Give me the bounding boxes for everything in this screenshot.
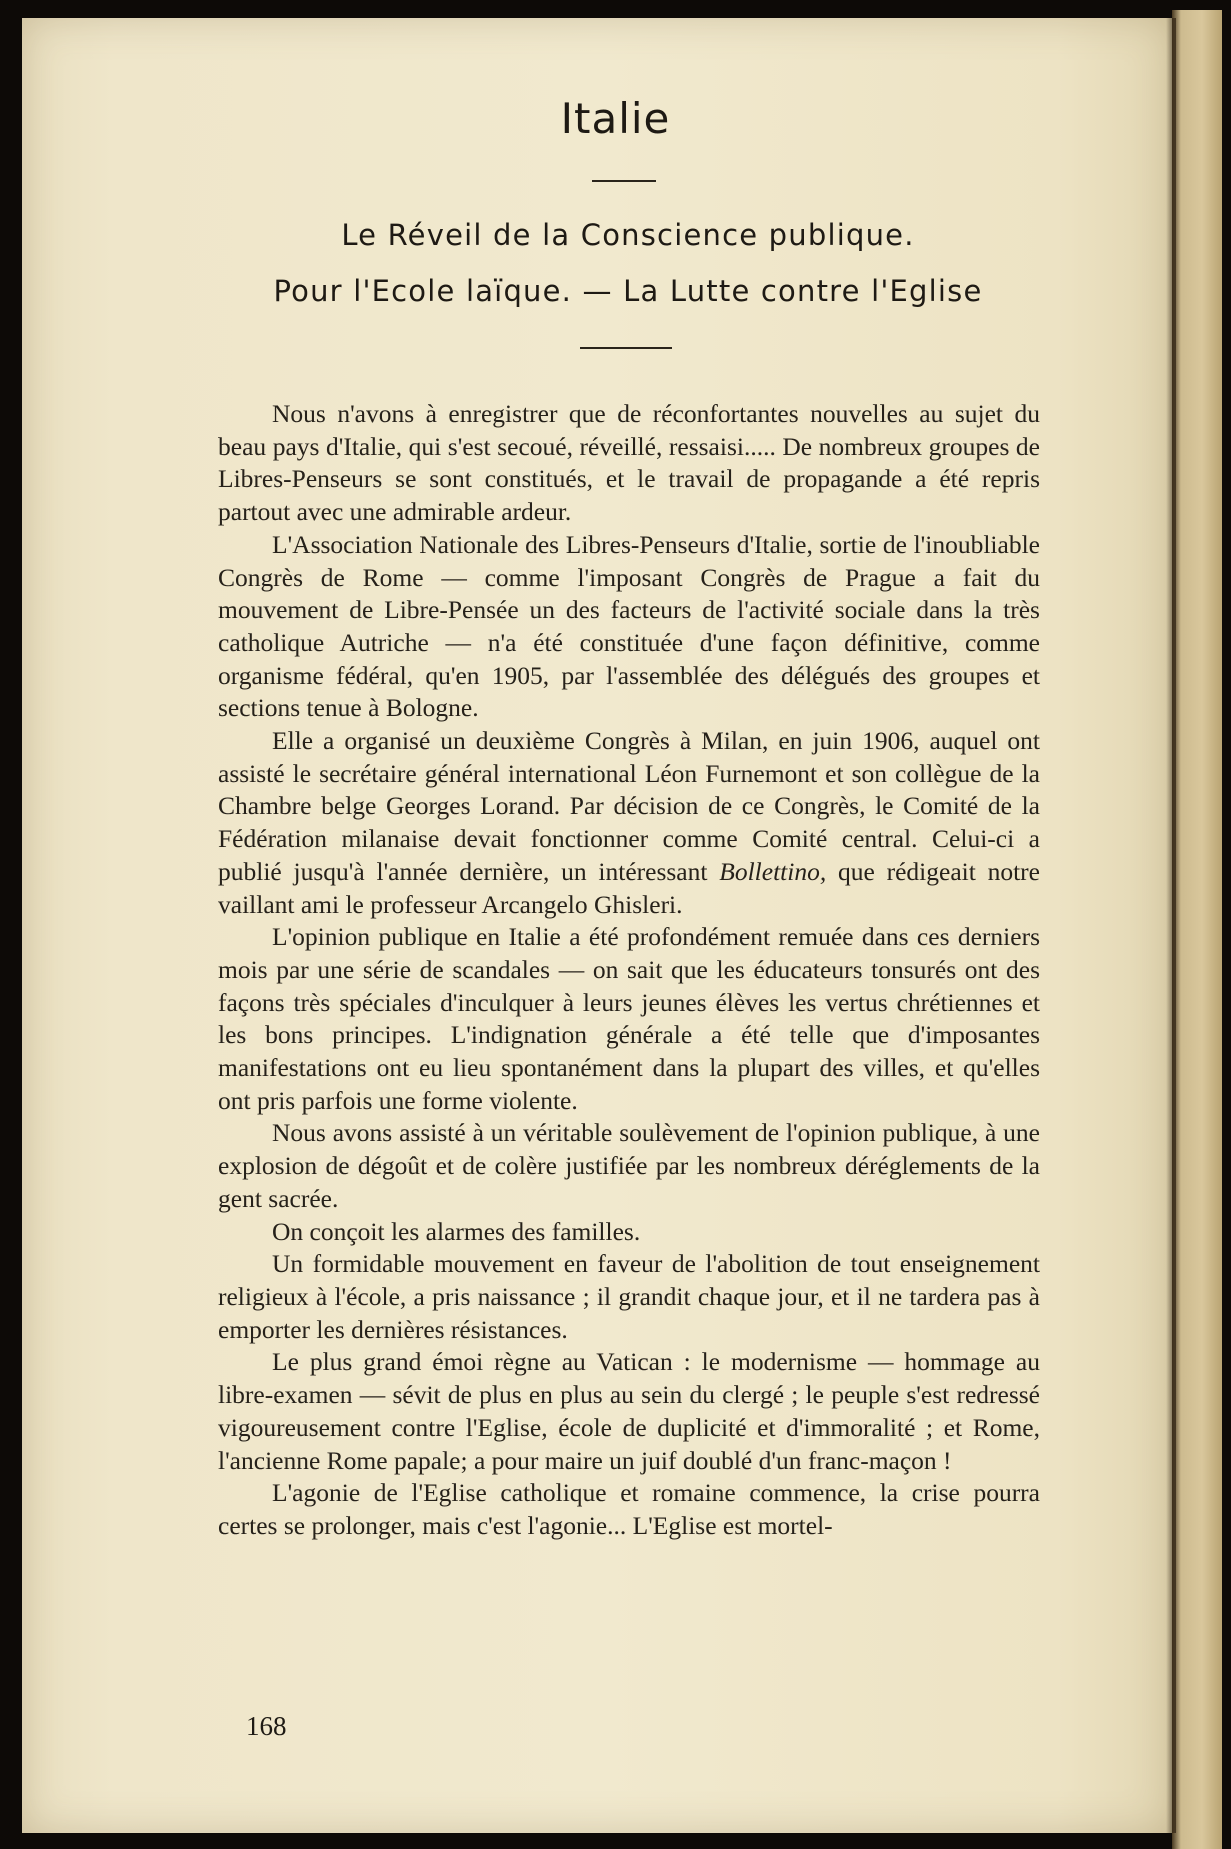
paragraph: L'agonie de l'Eglise catholique et romaine commence, la crise pourra certes se prolonger, mais c'est l'agonie... L'Eglise est mortel- <box>218 1478 1040 1540</box>
paragraph: Nous n'avons à enregistrer que de réconfortantes nouvelles au sujet du beau pays d'Italie, qui s'est secoué, réveillé, ressaisi..... De nombreux groupes de Libres-Penseurs se sont constitués, et le travail de propagande a été repris partout avec une admirable ardeur. <box>218 399 1040 527</box>
spine-shadow <box>1166 18 1176 1833</box>
subtitle-divider <box>580 347 672 349</box>
page-title: Italie <box>560 94 671 143</box>
paragraph-text: que rédigeait notre vaillant ami le professeur Arcangelo Ghisleri. <box>218 856 1040 919</box>
paragraph: L'Association Nationale des Libres-Penseurs d'Italie, sortie de l'inoubliable Congrès de Rome — comme l'imposant Congrès de Prague a fait du mouvement de Libre-Pensée un des facteurs de l'activité sociale dans la très catholique Autriche — n'a été constituée d'une façon définitive, comme organisme fédéral, qu'en 1905, par l'assemblée des délégués des groupes et sections tenue à Bologne. <box>218 529 1040 723</box>
page-number: 168 <box>246 1711 287 1741</box>
paragraph <box>218 725 1040 921</box>
section-subtitle-1: Le Réveil de la Conscience publique. <box>341 218 915 252</box>
section-subtitle-2: Pour l'Ecole laïque. — La Lutte contre l'Eglise <box>273 274 983 308</box>
journal-title: Bollettino, <box>719 856 827 886</box>
paragraph: Nous avons assisté à un véritable soulèvement de l'opinion publique, à une explosion de dégoût et de colère justifiée par les nombreux déréglements de la gent sacrée. <box>218 1118 1040 1213</box>
paragraph-text: Elle a organisé un deuxième Congrès à Milan, en juin 1906, auquel ont assisté le secrétaire général international Léon Furnemont et son collègue de la Chambre belge Georges Lorand. Par décision de ce Congrès, le Comité de la Fédération milanaise devait fonctionner comme Comité central. Celui-ci a publié jusqu'à l'année dernière, un intéressant <box>218 726 1040 886</box>
paragraph: L'opinion publique en Italie a été profondément remuée dans ces derniers mois par une série de scandales — on sait que les éducateurs tonsurés ont des façons très spéciales d'inculquer à leurs jeunes élèves les vertus chrétiennes et les bons principes. L'indignation générale a été telle que d'imposantes manifestations ont eu lieu spontanément dans la plupart des villes, et qu'elles ont pris parfois une forme violente. <box>218 922 1040 1115</box>
paragraph: Le plus grand émoi règne au Vatican : le modernisme — hommage au libre-examen — sévit de plus en plus au sein du clergé ; le peuple s'est redressé vigoureusement contre l'Eglise, école de duplicité et d'immoralité ; et Rome, l'ancienne Rome papale; a pour maire un juif doublé d'un franc-maçon ! <box>218 1347 1040 1475</box>
paragraph: On conçoit les alarmes des familles. <box>272 1216 641 1246</box>
title-divider <box>592 180 656 182</box>
article-body <box>218 398 1040 1543</box>
paragraph: Un formidable mouvement en faveur de l'abolition de tout enseignement religieux à l'école, a pris naissance ; il grandit chaque jour, et il ne tardera pas à emporter les dernières résistances. <box>218 1249 1040 1344</box>
next-page-edge <box>1172 10 1222 1849</box>
